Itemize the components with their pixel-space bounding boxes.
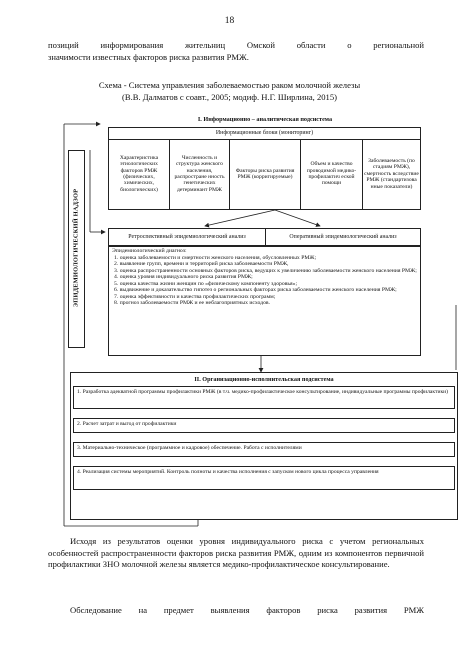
task-item: 1. Разработка адекватной программы профилактики РМЖ (в т.ч. медико-профилактическое консультирование, индивидуальные программы профилактики) [73,386,455,409]
outro-paragraph-1: Исходя из результатов оценки уровня индивидуального риска с учетом региональных особенностей распространенности факторов риска развития РМЖ, одним из компонентов первичной профилактики ЗНО молочной железы является медико-профилактическое консультирование. [48,536,424,569]
diagnosis-item: 1. оценка заболеваемости и смертности женского населения, обусловленных РМЖ; [114,254,317,261]
task-item: 4. Реализация системы мероприятий. Контроль полноты и качества исполнения с запуском нового цикла процесса управления [73,466,455,490]
info-block-risk-factors: Факторы риска развития РМЖ (корригируемые) [229,139,300,209]
intro-line-2: значимости известных факторов риска развития РМЖ. [48,51,249,62]
diagnosis-item: 3. оценка распространенности основных факторов риска, ведущих к увеличению заболеваемости женского населения РМЖ; [114,267,417,274]
retrospective-analysis: Ретроспективный эпидемиологический анализ [128,233,246,240]
info-block-etiology: Характеристика этиологических факторов РМЖ (физических, химических, биологических) [119,154,159,193]
epidemiological-diagnosis-box [108,246,421,356]
info-blocks-box [108,127,421,210]
diagnosis-item: 4. оценка уровня индивидуального риска развития РМЖ; [114,274,253,281]
diagnosis-title: Эпидемиологический диагноз: [112,248,187,254]
task-item: 3. Материально-техническое (программное и кадровое) обеспечение. Работа с исполнителями [73,442,455,457]
page-number: 18 [224,16,235,26]
diagnosis-item: 8. прогноз заболеваемости РМЖ и ее неблагоприятных исходов. [114,300,271,307]
diagnosis-item: 7. оценка эффективности и качества профилактических программ; [114,293,276,300]
intro-line-1: позиций информирования жительниц Омской области о региональной [48,40,424,50]
analysis-row [108,228,421,246]
scheme-title: Схема - Система управления заболеваемостью раком молочной железы [98,80,361,90]
info-block-care-quality: Объем и качество проводимой медико-профилактич еской помощи [300,139,362,209]
section-2-title: II. Организационно-исполнительская подсистема [194,376,334,383]
section-1-title: I. Информационно – аналитическая подсистема [197,116,333,123]
info-block-morbidity: Заболеваемость (по стадиям РМЖ), смертность вследствие РМЖ (стандартизова нные показатели) [362,139,420,209]
diagnosis-item: 2. выявление групп, времени и территорий риска заболеваемости РМЖ, [114,261,289,268]
task-item: 2. Расчет затрат и выгод от профилактики [73,418,455,433]
info-block-population: Численность и структура женского населения, распростране нность генетических детерминант РМЖ [169,139,229,209]
operative-analysis: Оперативный эпидемиологический анализ [265,229,420,245]
info-blocks-header: Информационные блоки (мониторинг) [109,128,420,140]
diagnosis-item: 5. оценка качества жизни женщин по «физическому компоненту здоровья»; [114,280,298,287]
outro-paragraph-2: Обследование на предмет выявления факторов риска развития РМЖ [70,605,424,615]
diagnosis-item: 6. выдвижение и доказательство гипотез о региональных факторах риска заболеваемости женского населения РМЖ; [114,287,397,294]
vertical-label: ЭПИДЕМИОЛОГИЧЕСКИЙ НАДЗОР [72,188,80,308]
scheme-authors: (В.В. Далматов с соавт., 2005; модиф. Н.Г. Ширлина, 2015) [121,92,337,102]
